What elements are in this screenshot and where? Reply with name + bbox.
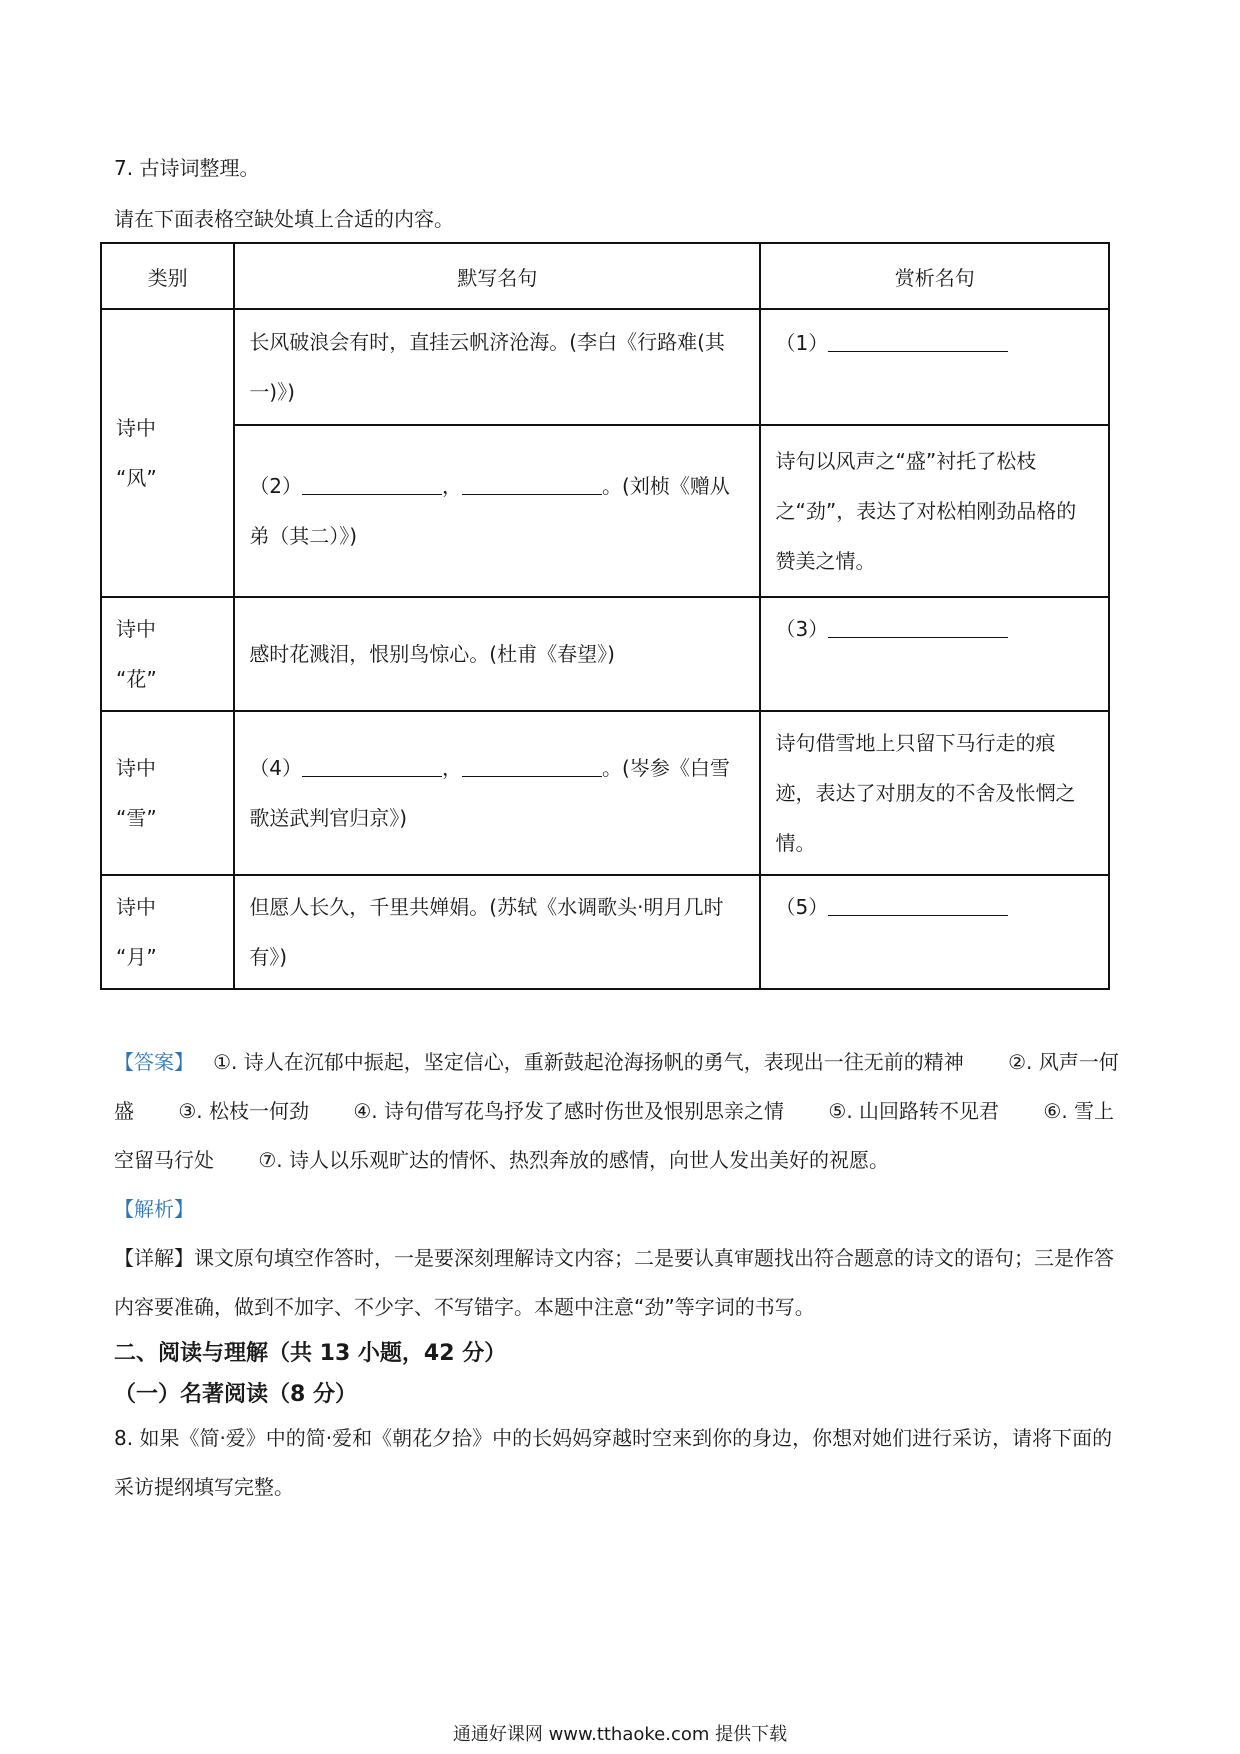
- table-header-row: [101, 243, 1109, 309]
- recite-cell: 感时花溅泪，恨别鸟惊心。(杜甫《春望》): [234, 597, 760, 711]
- answer-blank-4a[interactable]: [302, 754, 442, 777]
- question-7-title: 7. 古诗词整理。: [114, 156, 260, 180]
- question-7-instruction: 请在下面表格空缺处填上合适的内容。: [114, 207, 454, 231]
- category-flower: 诗中 “花”: [101, 597, 234, 711]
- answer-tag: 【答案】: [114, 1050, 194, 1074]
- answer-item-3: ③. 松枝一何劲: [178, 1099, 310, 1123]
- analysis-detail: 【详解】课文原句填空作答时，一是要深刻理解诗文内容；二是要认真审题找出符合题意的诗文的语句；三是作答内容要准确，做到不加字、不少字、不写错字。本题中注意“劲”等字词的书写。: [114, 1246, 1114, 1319]
- answer-blank-2a[interactable]: [302, 472, 442, 495]
- table-row: [101, 875, 1109, 989]
- table-row: [101, 425, 1109, 597]
- category-snow: 诗中 “雪”: [101, 711, 234, 875]
- table-row: [101, 597, 1109, 711]
- answer-blank-3[interactable]: [828, 615, 1008, 638]
- appreciate-cell: 诗句借雪地上只留下马行走的痕迹，表达了对朋友的不舍及怅惘之情。: [760, 711, 1109, 875]
- category-wind: 诗中 “风”: [101, 309, 234, 597]
- appreciate-cell: 诗句以风声之“盛”衬托了松枝之“劲”，表达了对松柏刚劲品格的赞美之情。: [760, 425, 1109, 597]
- answer-blank-5[interactable]: [828, 893, 1008, 916]
- analysis-tag: 【解析】: [114, 1197, 194, 1221]
- appreciate-cell: （3）: [760, 597, 1109, 711]
- answer-blank-4b[interactable]: [462, 754, 602, 777]
- answer-item-4: ④. 诗句借写花鸟抒发了感时伤世及恨别思亲之情: [353, 1099, 785, 1123]
- table-row: [101, 309, 1109, 425]
- appreciate-cell: （5）: [760, 875, 1109, 989]
- recite-cell: （2） ， 。(刘桢《赠从弟（其二）》): [234, 425, 760, 597]
- poetry-table: [100, 242, 1110, 990]
- category-moon: 诗中 “月”: [101, 875, 234, 989]
- answer-item-7: ⑦. 诗人以乐观旷达的情怀、热烈奔放的感情，向世人发出美好的祝愿。: [258, 1148, 890, 1172]
- recite-cell: 但愿人长久，千里共婵娟。(苏轼《水调歌头·明月几时有》): [234, 875, 760, 989]
- appreciate-cell: （1）: [760, 309, 1109, 425]
- recite-cell: 长风破浪会有时，直挂云帆济沧海。(李白《行路难(其一)》): [234, 309, 760, 425]
- answer-item-2: ②. 风声一何盛: [114, 1050, 1119, 1123]
- table-row: [101, 711, 1109, 875]
- answer-item-6: ⑥. 雪上空留马行处: [114, 1099, 1115, 1172]
- header-appreciate: 赏析名句: [760, 243, 1109, 309]
- section-2-1-title: （一）名著阅读（8 分）: [114, 1382, 357, 1407]
- header-recite: 默写名句: [234, 243, 760, 309]
- answer-item-1: ①. 诗人在沉郁中振起，坚定信心，重新鼓起沧海扬帆的勇气，表现出一往无前的精神: [213, 1050, 964, 1074]
- answer-block: [114, 1038, 1130, 1185]
- section-2-title: 二、阅读与理解（共 13 小题，42 分）: [114, 1341, 507, 1366]
- answer-blank-1[interactable]: [828, 329, 1008, 352]
- answer-blank-2b[interactable]: [462, 472, 602, 495]
- answer-item-5: ⑤. 山回路转不见君: [828, 1099, 1000, 1123]
- header-category: 类别: [101, 243, 234, 309]
- recite-cell: （4） ， 。(岑参《白雪歌送武判官归京》): [234, 711, 760, 875]
- footer-text: 通通好课网 www.tthaoke.com 提供下载: [452, 1724, 788, 1745]
- question-8-text: 8. 如果《简·爱》中的简·爱和《朝花夕拾》中的长妈妈穿越时空来到你的身边，你想对她们进行采访，请将下面的采访提纲填写完整。: [114, 1426, 1113, 1499]
